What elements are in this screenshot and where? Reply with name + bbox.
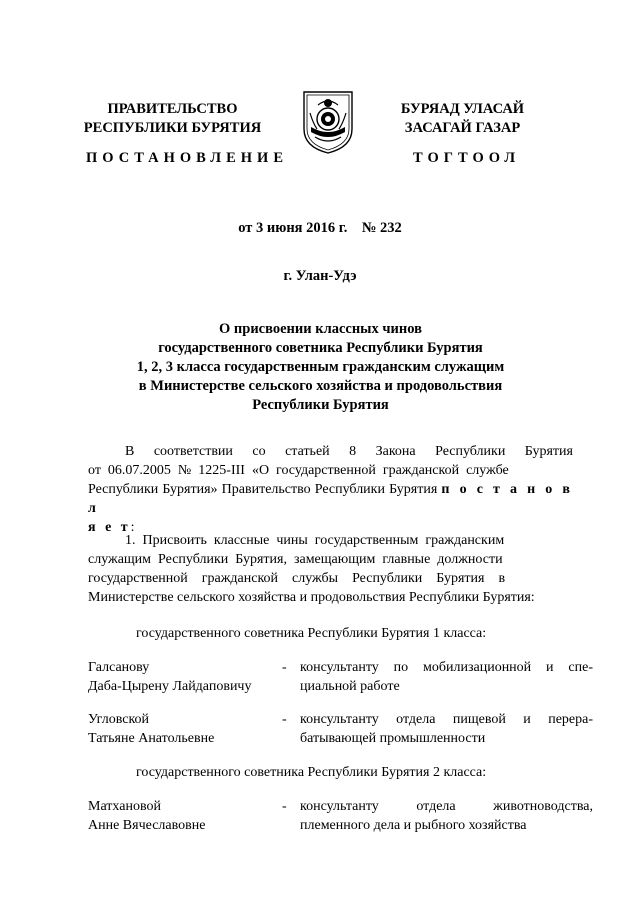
item-1-paragraph — [88, 531, 573, 607]
class-2-heading: государственного советника Республики Бурятия 2 класса: — [136, 765, 487, 780]
item-1-line: Министерстве сельского хозяйства и продовольствия Республики Бурятия: — [88, 590, 535, 605]
title-line: 1, 2, 3 класса государственным гражданским служащим — [136, 359, 505, 375]
decree-date-number: от 3 июня 2016 г. № 232 — [238, 220, 402, 236]
title-line: О присвоении классных чинов — [219, 321, 422, 337]
header-right-line1: БУРЯАД УЛАСАЙ — [400, 101, 525, 117]
header-right-doc-type: ТОГТООЛ — [413, 150, 521, 166]
header-left-line2: РЕСПУБЛИКИ БУРЯТИЯ — [83, 120, 262, 136]
class-1-heading: государственного советника Республики Бурятия 1 класса: — [136, 626, 487, 641]
decree-word-part2: я е т — [88, 520, 131, 535]
decree-word-part1: п о с т а н о в л — [88, 482, 573, 516]
header-left-doc-type: ПОСТАНОВЛЕНИЕ — [86, 150, 289, 166]
appointee-name — [88, 658, 288, 696]
appointee-dash: - — [282, 712, 287, 727]
position-line: циальной работе — [300, 679, 400, 694]
appointee-position — [300, 710, 593, 748]
coat-of-arms-icon — [301, 89, 355, 155]
preamble-line: от 06.07.2005 № 1225-III «О государственной гражданской службе — [88, 463, 509, 478]
appointee-dash: - — [282, 799, 287, 814]
preamble-line — [88, 480, 573, 518]
appointee-surname: Галсанову — [88, 660, 150, 675]
appointee-given-name: Татьяне Анатольевне — [88, 731, 215, 746]
header-left-authority — [80, 100, 265, 138]
title-line: государственного советника Республики Бурятия — [158, 340, 483, 356]
title-line: Республики Бурятия — [252, 397, 389, 413]
position-line: консультанту отдела пищевой и перера- — [300, 712, 593, 727]
position-line: племенного дела и рыбного хозяйства — [300, 818, 527, 833]
item-1-line: служащим Республики Бурятия, замещающим главные должности — [88, 552, 503, 567]
header-right-authority — [380, 100, 545, 138]
position-line: консультанту по мобилизационной и спе- — [300, 660, 593, 675]
appointee-surname: Угловской — [88, 712, 150, 727]
header-left-line1: ПРАВИТЕЛЬСТВО — [107, 101, 238, 117]
appointee-dash: - — [282, 660, 287, 675]
appointee-row — [88, 658, 593, 698]
appointee-row — [88, 710, 593, 750]
decree-city: г. Улан-Удэ — [283, 268, 357, 284]
appointee-given-name: Даба-Цырену Лайдаповичу — [88, 679, 252, 694]
appointee-name — [88, 710, 288, 748]
header-right-line2: ЗАСАГАЙ ГАЗАР — [404, 120, 521, 136]
appointee-row — [88, 797, 593, 837]
title-line: в Министерстве сельского хозяйства и продовольствия — [138, 378, 503, 394]
appointee-position — [300, 797, 593, 835]
preamble-line-text: Республики Бурятия» Правительство Республики Бурятия — [88, 482, 438, 497]
position-line: батывающей промышленности — [300, 731, 486, 746]
item-1-line: государственной гражданской службы Республики Бурятия в — [88, 571, 506, 586]
preamble-paragraph — [88, 442, 573, 537]
appointee-surname: Матхановой — [88, 799, 161, 814]
appointee-given-name: Анне Вячеславовне — [88, 818, 206, 833]
item-1-line: 1. Присвоить классные чины государственным гражданским — [125, 533, 505, 548]
decree-title — [88, 320, 553, 415]
preamble-colon: : — [130, 520, 135, 535]
position-line: консультанту отдела животноводства, — [300, 799, 593, 814]
appointee-name — [88, 797, 288, 835]
preamble-line: В соответствии со статьей 8 Закона Республики Бурятия — [125, 444, 573, 459]
appointee-position — [300, 658, 593, 696]
